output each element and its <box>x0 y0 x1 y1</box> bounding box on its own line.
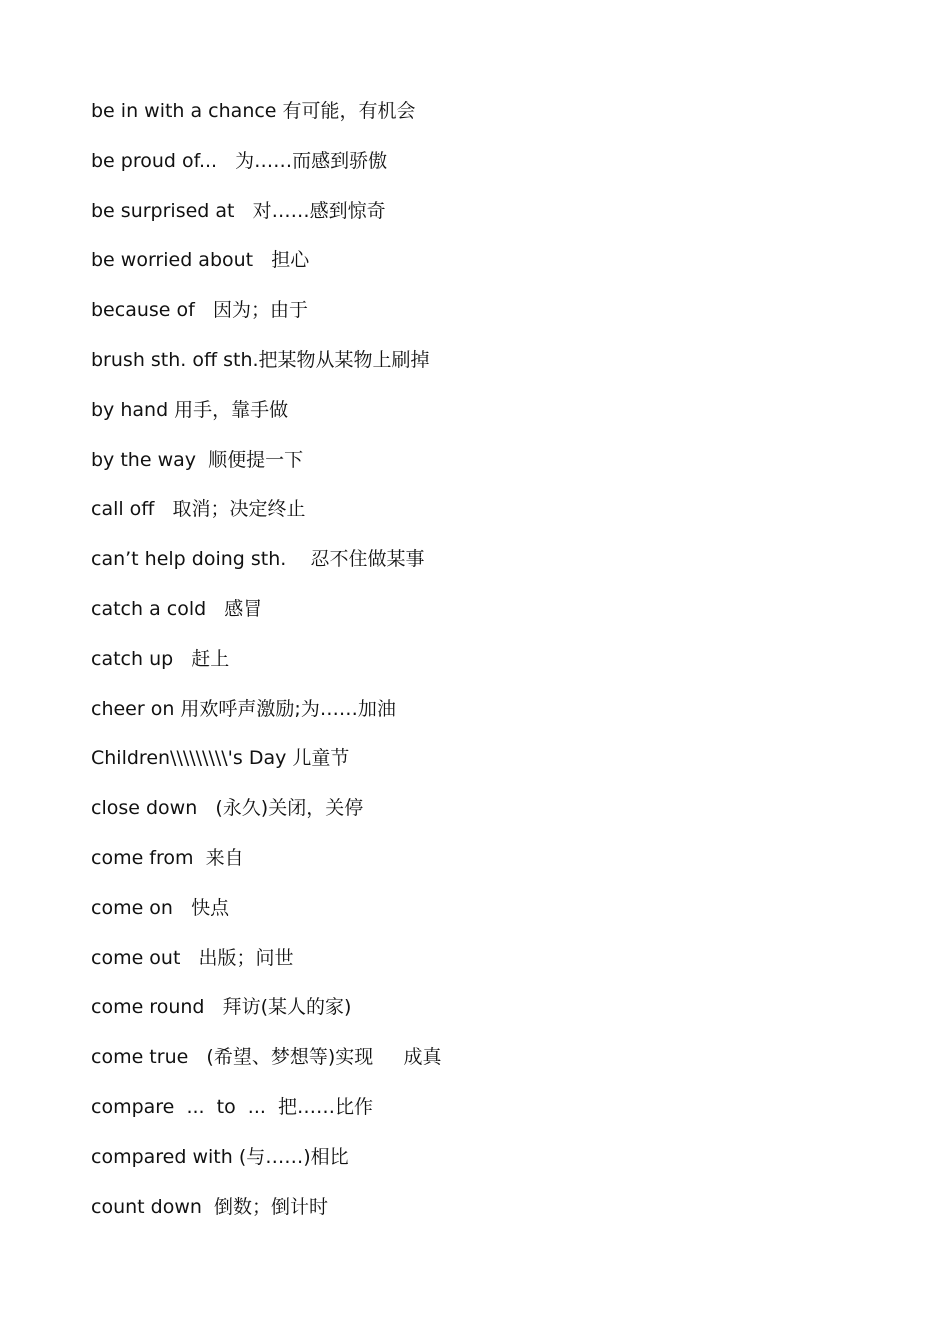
phrase-item: Children\\\\\\\\\'s Day 儿童节 <box>91 747 350 770</box>
phrase-item: by the way 顺便提一下 <box>91 448 304 471</box>
phrase-item: close down (永久)关闭，关停 <box>91 797 364 820</box>
phrase-item: come true (希望、梦想等)实现 成真 <box>91 1046 442 1069</box>
phrase-item: be proud of... 为……而感到骄傲 <box>91 149 388 172</box>
phrase-item: come out 出版；问世 <box>91 946 294 969</box>
phrase-item: can’t help doing sth. 忍不住做某事 <box>91 548 425 571</box>
phrase-item: come on 快点 <box>91 896 230 919</box>
phrase-item: compare ... to ... 把……比作 <box>91 1095 373 1118</box>
phrase-item: because of 因为；由于 <box>91 299 308 322</box>
phrase-list <box>91 96 441 1241</box>
phrase-item: compared with (与……)相比 <box>91 1145 349 1168</box>
phrase-item: be surprised at 对……感到惊奇 <box>91 199 386 222</box>
phrase-item: come round 拜访(某人的家) <box>91 996 352 1019</box>
phrase-item: brush sth. off sth.把某物从某物上刷掉 <box>91 348 430 371</box>
phrase-item: be worried about 担心 <box>91 249 310 272</box>
phrase-item: call off 取消；决定终止 <box>91 498 306 521</box>
phrase-item: be in with a chance 有可能，有机会 <box>91 100 416 122</box>
phrase-item: catch a cold 感冒 <box>91 597 263 620</box>
phrase-item: catch up 赶上 <box>91 647 230 670</box>
phrase-item: cheer on 用欢呼声激励;为……加油 <box>91 697 396 720</box>
phrase-item: by hand 用手，靠手做 <box>91 398 289 421</box>
phrase-item: come from 来自 <box>91 846 244 869</box>
phrase-item: count down 倒数；倒计时 <box>91 1195 328 1218</box>
